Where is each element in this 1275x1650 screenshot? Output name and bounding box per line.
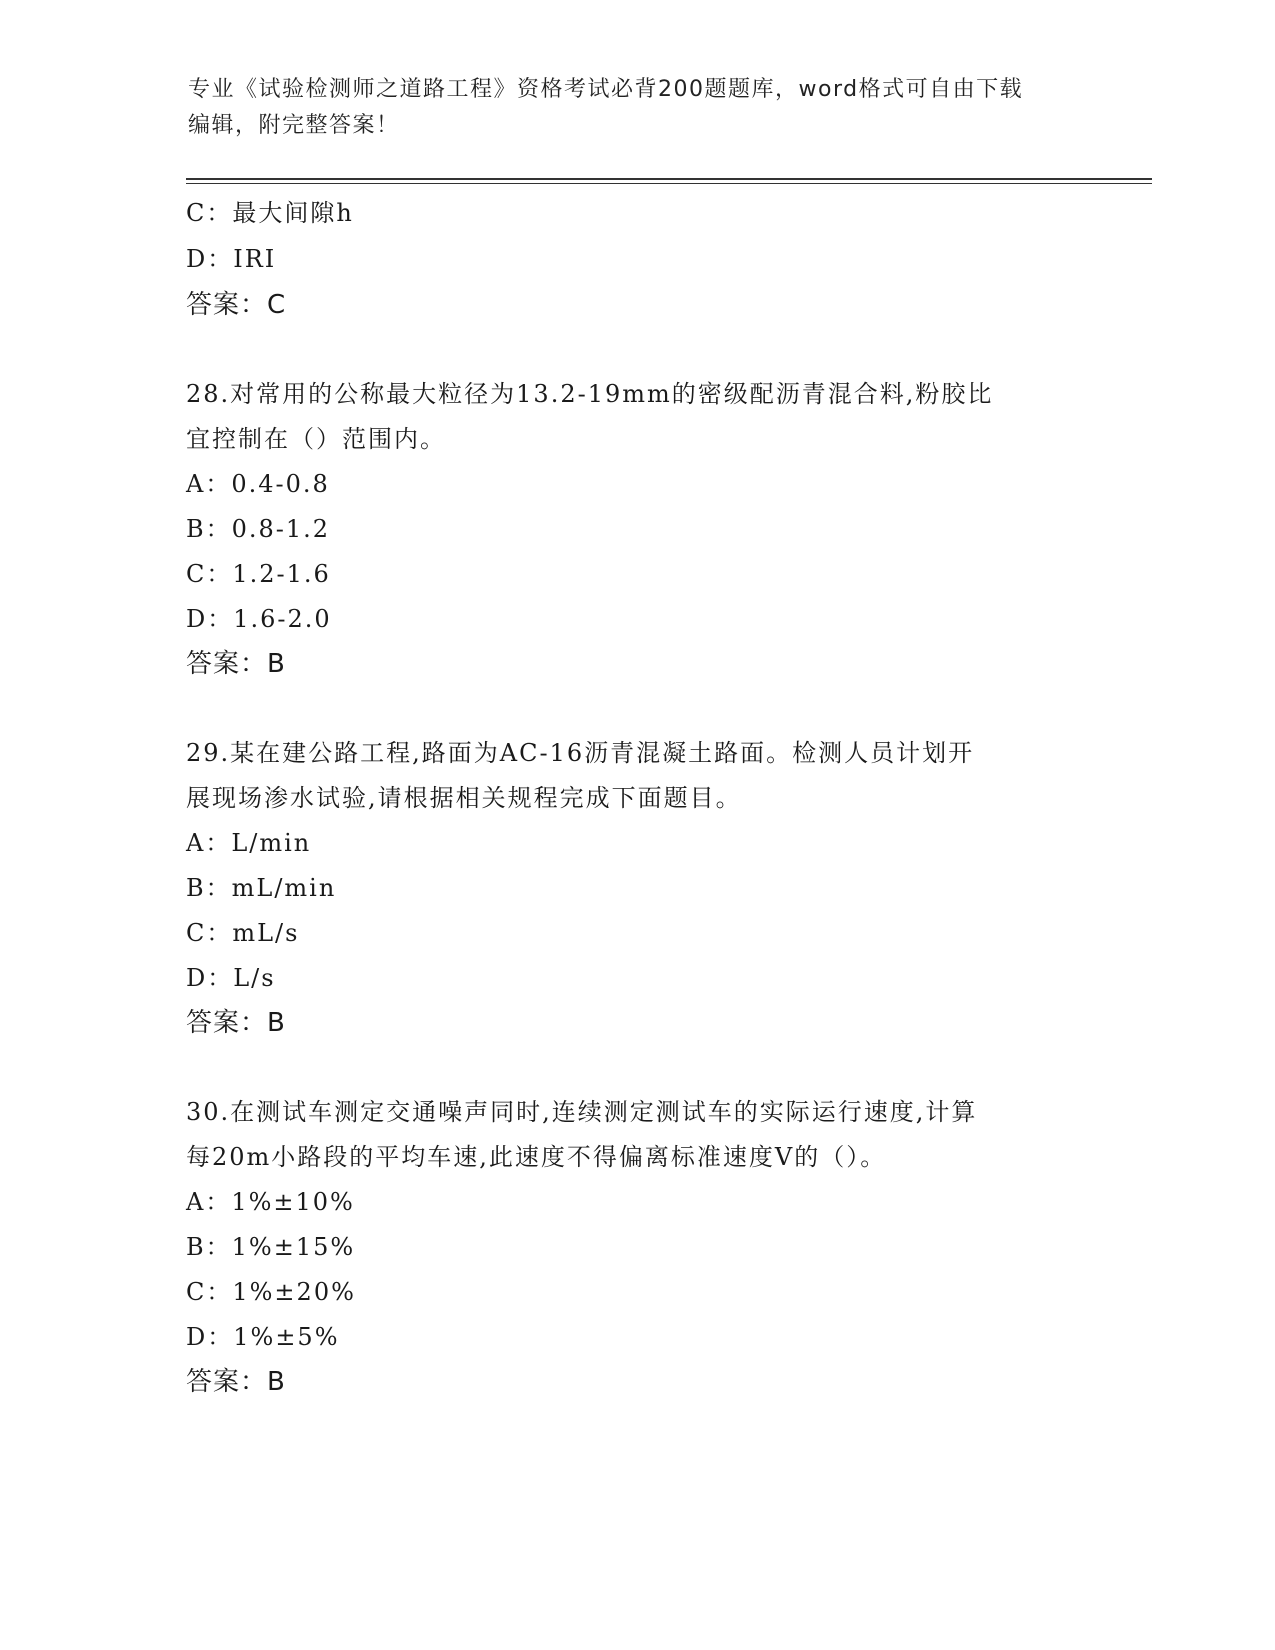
answer-line: 答案：B <box>186 1008 286 1038</box>
option-c: C：1%±20% <box>186 1278 356 1306</box>
option-a: A：1%±10% <box>186 1188 355 1216</box>
option-c: C：1.2-1.6 <box>186 560 331 588</box>
header-divider-thin <box>186 183 1152 184</box>
answer-line: 答案：B <box>186 1367 286 1397</box>
header-divider-thick <box>186 178 1152 180</box>
question-spacer <box>186 687 1086 731</box>
option-d: D：1%±5% <box>186 1323 340 1351</box>
question-text-line: 28.对常用的公称最大粒径为13.2-19mm的密级配沥青混合料,粉胶比 <box>186 380 994 408</box>
question-29 <box>186 731 1086 1046</box>
option-d: D：IRI <box>186 245 277 273</box>
question-spacer <box>186 328 1086 372</box>
partial-question <box>186 190 1086 328</box>
question-content <box>186 190 1086 1405</box>
question-text-line: 每20m小路段的平均车速,此速度不得偏离标准速度V的（）。 <box>186 1143 887 1171</box>
answer-line: 答案：C <box>186 290 287 320</box>
answer-line: 答案：B <box>186 649 286 679</box>
header-title-line-1: 专业《试验检测师之道路工程》资格考试必背200题题库，word格式可自由下载 <box>188 77 1024 102</box>
page-header <box>188 72 1088 144</box>
question-text-line: 展现场渗水试验,请根据相关规程完成下面题目。 <box>186 784 742 812</box>
option-b: B：mL/min <box>186 874 337 902</box>
header-title-line-2: 编辑，附完整答案！ <box>188 113 400 138</box>
option-b: B：0.8-1.2 <box>186 515 331 543</box>
option-d: D：1.6-2.0 <box>186 605 332 633</box>
option-a: A：0.4-0.8 <box>186 470 330 498</box>
option-d: D：L/s <box>186 964 276 992</box>
option-c: C：mL/s <box>186 919 300 947</box>
question-text-line: 30.在测试车测定交通噪声同时,连续测定测试车的实际运行速度,计算 <box>186 1098 978 1126</box>
question-spacer <box>186 1046 1086 1090</box>
question-30 <box>186 1090 1086 1405</box>
option-c: C：最大间隙h <box>186 199 354 227</box>
question-text-line: 宜控制在（）范围内。 <box>186 425 446 453</box>
question-text-line: 29.某在建公路工程,路面为AC-16沥青混凝土路面。检测人员计划开 <box>186 739 975 767</box>
option-a: A：L/min <box>186 829 312 857</box>
option-b: B：1%±15% <box>186 1233 356 1261</box>
question-28 <box>186 372 1086 687</box>
